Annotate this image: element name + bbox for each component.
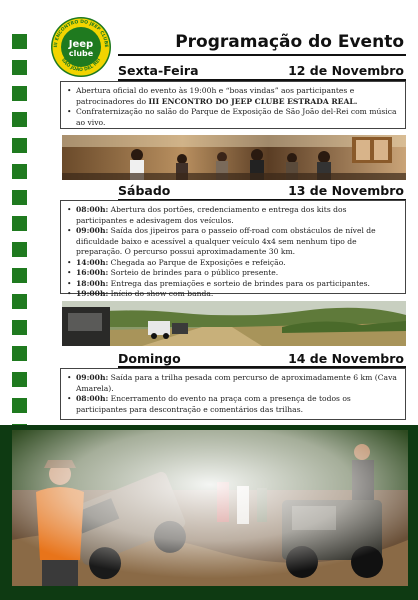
- day-name: Sábado: [118, 183, 171, 198]
- day-date: 13 de Novembro: [288, 183, 404, 198]
- logo-center-top: Jeep: [68, 39, 94, 50]
- photo-party-hall: [62, 135, 406, 180]
- title-divider: [118, 54, 406, 56]
- logo-ring-top-text: III ENCONTRO DO JEEP CLUBE: [53, 19, 109, 48]
- photo-offroad-collage: [12, 430, 408, 586]
- schedule-item: • 08:00h: Abertura dos portões, credenciamento e entrega dos kits dos participantes e adesivagem dos veículos.: [67, 205, 399, 226]
- day-heading-sunday: [0, 351, 418, 367]
- day-heading-saturday: [0, 183, 418, 199]
- photo-jeep-trail: [62, 301, 406, 346]
- schedule-box-sunday: [60, 368, 406, 420]
- schedule-item: • 18:00h: Entrega das premiações e sorteio de brindes para os participantes.: [67, 279, 399, 290]
- schedule-item: • 08:00h: Encerramento do evento na praça com a presença de todos os participantes para descontração e comentários das trilhas.: [67, 394, 399, 415]
- day-date: 12 de Novembro: [288, 63, 404, 78]
- schedule-item: • Abertura oficial do evento às 19:00h e “boas vindas” aos participantes e patrocinadores do III ENCONTRO DO JEEP CLUBE ESTRADA REAL.: [67, 86, 399, 107]
- schedule-box-saturday: [60, 200, 406, 298]
- day-heading-friday: [0, 63, 418, 79]
- schedule-item: • 16:00h: Sorteio de brindes para o público presente.: [67, 268, 399, 279]
- schedule-item: • Confraternização no salão do Parque de Exposição de São João del-Rei com música ao vivo.: [67, 107, 399, 128]
- day-date: 14 de Novembro: [288, 351, 404, 366]
- schedule-item: • 09:00h: Saída dos jipeiros para o passeio off-road com obstáculos de nível de dificuldade baixo e acessível a qualquer veículo 4x4 sem nenhum tipo de preparação. O percurso possui aproximadamente 30 km.: [67, 226, 399, 258]
- day-name: Domingo: [118, 351, 181, 366]
- page-title: Programação do Evento: [175, 32, 404, 52]
- schedule-item: • 19:00h: Início do show com banda.: [67, 289, 399, 300]
- schedule-item: • 09:00h: Saída para a trilha pesada com percurso de aproximadamente 6 km (Cava Amarela).: [67, 373, 399, 394]
- day-name: Sexta-Feira: [118, 63, 199, 78]
- schedule-item: • 14:00h: Chegada ao Parque de Exposições e refeição.: [67, 258, 399, 269]
- logo-center-bottom: clube: [68, 49, 94, 58]
- logo-ring-bottom-text: SÃO JOÃO DEL REI: [59, 57, 103, 74]
- schedule-box-friday: [60, 81, 406, 129]
